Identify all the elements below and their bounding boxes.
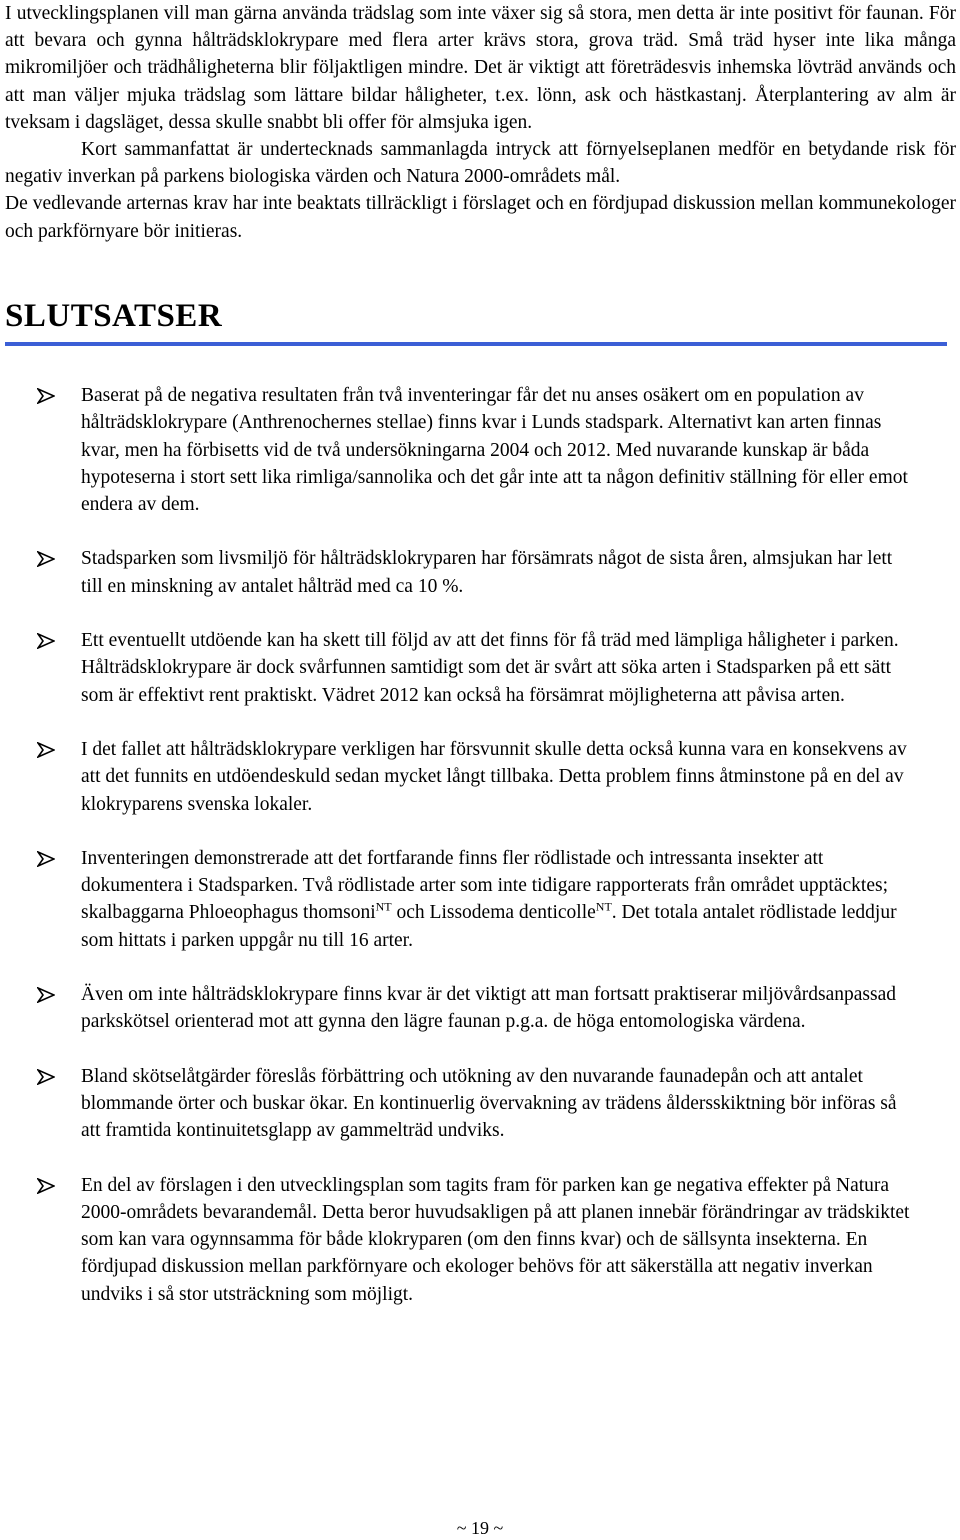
intro-paragraph-3: De vedlevande arternas krav har inte beaktats tillräckligt i förslaget och en fördjupad diskussion mellan kommunekologer och parkförnyare bör initieras. bbox=[5, 193, 956, 242]
arrow-bullet-icon bbox=[37, 551, 55, 567]
bullet-item bbox=[37, 1063, 917, 1145]
bullet-text: I det fallet att hålträdsklokrypare verkligen har försvunnit skulle detta också kunna vara en konsekvens av att det funnits en utdöendeskuld sedan mycket långt tillbaka. Detta problem finns åtminstone på en del av klokryparens svenska lokaler. bbox=[81, 738, 907, 815]
intro-section bbox=[5, 0, 956, 245]
section-header bbox=[5, 296, 947, 346]
bullet-text: Stadsparken som livsmiljö för hålträdsklokryparen har försämrats något de sista åren, almsjukan har lett till en minskning av antalet hålträd med ca 10 %. bbox=[81, 548, 893, 597]
intro-paragraph-2: Kort sammanfattat är undertecknads sammanlagda intryck att förnyelseplanen medför en betydande risk för negativ inverkan på parkens biologiska värden och Natura 2000-områdets mål. bbox=[5, 139, 956, 188]
bullet-item bbox=[37, 382, 917, 518]
bullet-text-part: och Lissodema denticolle bbox=[391, 902, 596, 924]
bullet-text-part: Inventeringen demonstrerade att det fortfarande finns fler rödlistade och intressanta insekter att dokumentera i Stadsparken. Två rödlistade arter som inte tidigare rapporterats från området upptäcktes; skalbaggarna Phloeophagus thomsoni bbox=[81, 847, 888, 924]
arrow-bullet-icon bbox=[37, 633, 55, 649]
bullet-item bbox=[37, 545, 917, 600]
page-number: ~ 19 ~ bbox=[456, 1518, 504, 1538]
bullet-text: Bland skötselåtgärder föreslås förbättring och utökning av den nuvarande faunadepån och att antalet blommande örter och buskar ökar. En kontinuerlig övervakning av trädens åldersskiktning bör införas så att framtida kontinuitetsglapp av gammelträd undviks. bbox=[81, 1065, 897, 1142]
bullet-text: En del av förslagen i den utvecklingsplan som tagits fram för parken kan ge negativa effekter på Natura 2000-områdets bevarandemål. Detta beror huvudsakligen på att planen innebär förändringar av trädskiktet som kan vara ogynnsamma för både klokryparen (om den finns kvar) och de sällsynta insekterna. En fördjupad diskussion mellan parkförnyare och ekologer behövs för att säkerställa att negativ inverkan undviks i så stor utsträckning som möjligt. bbox=[81, 1174, 910, 1305]
bullet-text: Baserat på de negativa resultaten från två inventeringar får det nu anses osäkert om en population av hålträdsklokrypare (Anthrenochernes stellae) finns kvar i Lunds stadspark. Alternativt kan arten finnas kvar, men ha förbisetts vid de två undersökningarna 2004 och 2012. Med nuvarande kunskap är båda hypoteserna i stort sett lika rimliga/sannolika och det går inte att ta någon definitiv ställning för eller emot endera av dem. bbox=[81, 385, 908, 516]
heading-rule bbox=[5, 342, 947, 346]
arrow-bullet-icon bbox=[37, 388, 55, 404]
redlist-status-badge: NT bbox=[375, 899, 392, 914]
bullet-item bbox=[37, 627, 917, 709]
bullet-text: Även om inte hålträdsklokrypare finns kvar är det viktigt att man fortsatt praktiserar miljövårdsanpassad parkskötsel orienterad mot att gynna den lägre faunan p.g.a. de höga entomologiska värdena. bbox=[81, 984, 896, 1033]
intro-paragraph-1: I utvecklingsplanen vill man gärna använda trädslag som inte växer sig så stora, men detta är inte positivt för faunan. För att bevara och gynna hålträdsklokrypare med flera arter krävs stora, grova träd. Små träd hyser inte lika många mikromiljöer och trädhåligheterna blir följaktligen mindre. Det är viktigt att företrädesvis inhemska lövträd används och att man väljer mjuka trädslag som lättare bildar håligheter, t.ex. lönn, ask och hästkastanj. Återplantering av alm är tveksam i dagsläget, dessa skulle snabbt bli offer för almsjuka igen. bbox=[5, 3, 956, 133]
bullet-item bbox=[37, 981, 917, 1036]
bullet-item bbox=[37, 845, 917, 954]
bullet-item bbox=[37, 736, 917, 818]
arrow-bullet-icon bbox=[37, 1178, 55, 1194]
bullet-text-part: . Det totala antalet rödlistade leddjur som hittats i parken uppgår nu till 16 arter. bbox=[81, 902, 897, 951]
redlist-status-badge: NT bbox=[595, 899, 612, 914]
arrow-bullet-icon bbox=[37, 851, 55, 867]
conclusions-list bbox=[37, 382, 917, 1308]
arrow-bullet-icon bbox=[37, 987, 55, 1003]
section-heading: SLUTSATSER bbox=[5, 298, 223, 334]
bullet-item bbox=[37, 1172, 917, 1308]
arrow-bullet-icon bbox=[37, 742, 55, 758]
bullet-text: Ett eventuellt utdöende kan ha skett till följd av att det finns för få träd med lämpliga håligheter i parken. Hålträdsklokrypare är dock svårfunnen samtidigt som det är svårt att söka arten i Stadsparken på ett sätt som är effektivt rent praktiskt. Vädret 2012 kan också ha försämrat möjligheterna att påvisa arten. bbox=[81, 630, 899, 706]
arrow-bullet-icon bbox=[37, 1069, 55, 1085]
